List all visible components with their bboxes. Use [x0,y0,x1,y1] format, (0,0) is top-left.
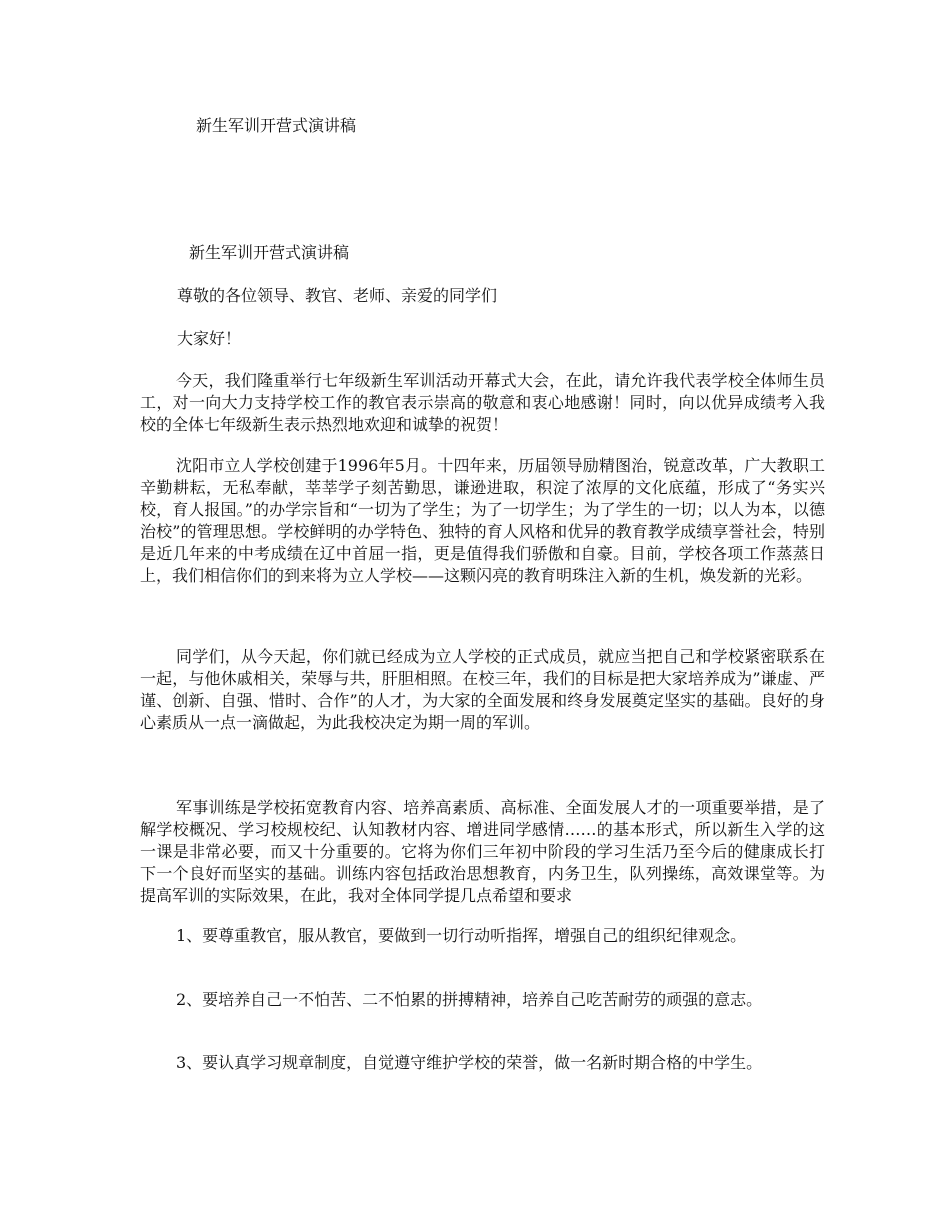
requirement-2: 2、要培养自己一不怕苦、二不怕累的拼搏精神，培养自己吃苦耐劳的顽强的意志。 [176,990,763,1009]
list-item [140,925,825,947]
header-title: 新生军训开营式演讲稿 [196,116,357,135]
greeting: 大家好！ [177,329,242,348]
requirement-1: 1、要尊重教官，服从教官，要做到一切行动听指挥，增强自己的组织纪律观念。 [176,926,747,945]
paragraph-text: 军事训练是学校拓宽教育内容、培养高素质、高标准、全面发展人才的一项重要举措，是了解学校概况、学习校规校纪、认知教材内容、增进同学感情……的基本形式，所以新生入学的这一课是非常必要，而又十分重要的。它将为你们三年初中阶段的学习生活乃至今后的健康成长打下一个良好而坚实的基础。训练内容包括政治思想教育，内务卫生，队列操练，高效课堂等。为提高军训的实际效果，在此，我对全体同学提几点希望和要求 [140,798,825,905]
paragraph [140,370,825,436]
paragraph [140,455,825,587]
paragraph-text: 同学们，从今天起，你们就已经成为立人学校的正式成员，就应当把自己和学校紧密联系在一起，与他休戚相关，荣辱与共，肝胆相照。在校三年，我们的目标是把大家培养成为”谦虚、严谨、创新、自强、惜时、合作”的人才，为大家的全面发展和终身发展奠定坚实的基础。良好的身心素质从一点一滴做起，为此我校决定为期一周的军训。 [140,647,825,732]
salutation: 尊敬的各位领导、教官、老师、亲爱的同学们 [177,286,498,305]
document-title: 新生军训开营式演讲稿 [189,243,350,262]
paragraph [140,646,825,734]
requirement-3: 3、要认真学习规章制度，自觉遵守维护学校的荣誉，做一名新时期合格的中学生。 [176,1053,763,1072]
paragraph-text: 今天，我们隆重举行七年级新生军训活动开幕式大会，在此，请允许我代表学校全体师生员工，对一向大力支持学校工作的教官表示崇高的敬意和衷心地感谢！同时，向以优异成绩考入我校的全体七年级新生表示热烈地欢迎和诚挚的祝贺！ [140,371,825,434]
paragraph [140,797,825,907]
list-item [140,989,825,1011]
list-item [140,1052,825,1074]
paragraph-text: 沈阳市立人学校创建于1996年5月。十四年来，历届领导励精图治，锐意改革，广大教职工辛勤耕耘，无私奉献，莘莘学子刻苦勤思，谦逊进取，积淀了浓厚的文化底蕴，形成了“务实兴校，育人报国。”的办学宗旨和“一切为了学生；为了一切学生；为了学生的一切；以人为本，以德治校”的管理思想。学校鲜明的办学特色、独特的育人风格和优异的教育教学成绩享誉社会，特别是近几年来的中考成绩在辽中首屈一指，更是值得我们骄傲和自豪。目前，学校各项工作蒸蒸日上，我们相信你们的到来将为立人学校——这颗闪亮的教育明珠注入新的生机，焕发新的光彩。 [140,456,825,585]
